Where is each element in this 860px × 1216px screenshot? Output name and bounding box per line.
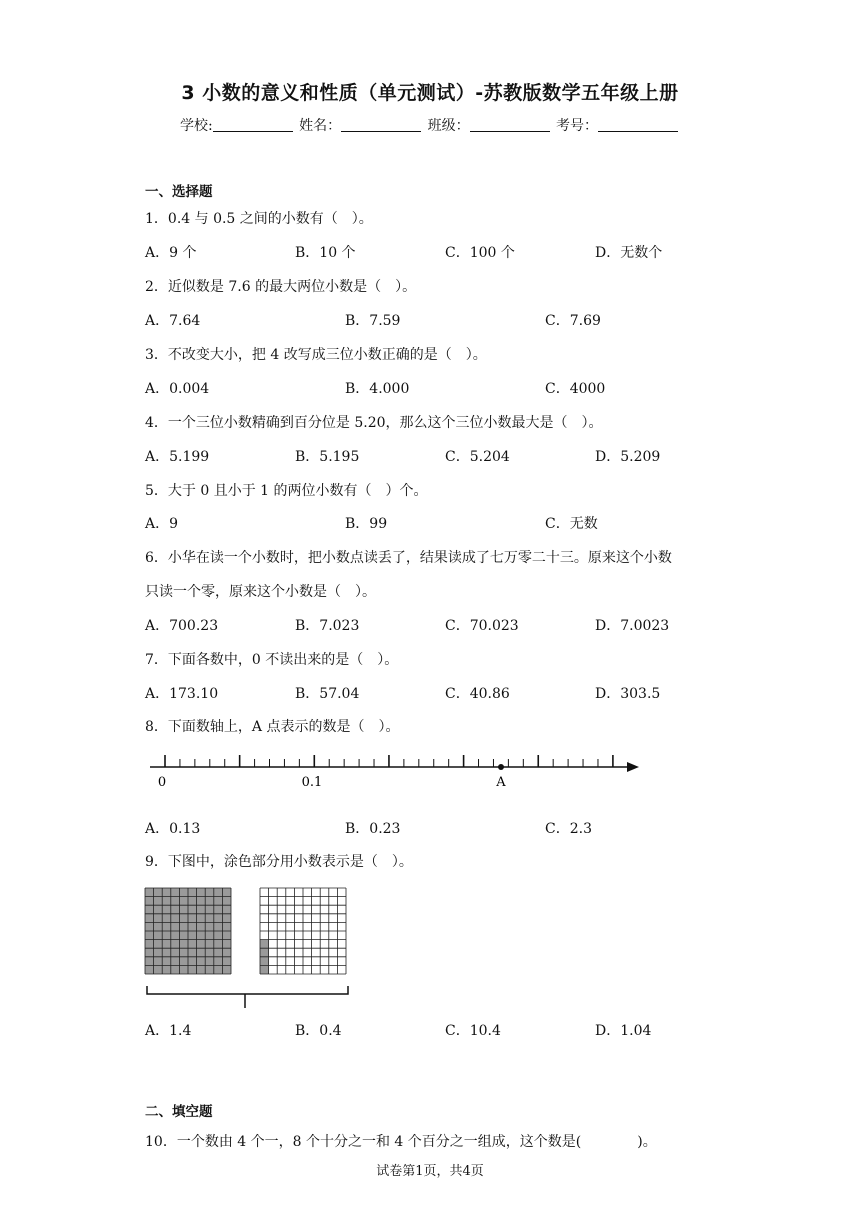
option-b: B．57.04 <box>295 686 360 702</box>
option-d: D．5.209 <box>595 449 661 465</box>
number-line-label-0: 0 <box>157 775 167 790</box>
question-3: 3．不改变大小，把 4 改写成三位小数正确的是（ ）。 <box>145 347 487 363</box>
shaded-cell <box>260 957 269 966</box>
option-d: D．303.5 <box>595 686 661 702</box>
question-2: 2．近似数是 7.6 的最大两位小数是（ ）。 <box>145 279 417 295</box>
option-b: B．4.000 <box>345 381 410 397</box>
page-title: 3 小数的意义和性质（单元测试）-苏教版数学五年级上册 <box>181 82 679 104</box>
option-c: C．2.3 <box>545 821 592 837</box>
number-line-label-a: A <box>496 775 506 790</box>
option-a: A．9 <box>145 516 179 532</box>
option-b: B．7.59 <box>345 313 401 329</box>
question-6-line-2: 只读一个零，原来这个小数是（ ）。 <box>145 584 376 600</box>
exam-no-blank <box>598 117 678 132</box>
name-blank <box>341 117 421 132</box>
option-a: A．1.4 <box>145 1023 192 1039</box>
hundred-grid-partial <box>260 888 346 974</box>
question-5-options <box>145 513 785 533</box>
info-label-name: 姓名： <box>299 118 342 134</box>
shaded-cell <box>260 948 269 957</box>
option-c: C．10.4 <box>445 1023 501 1039</box>
option-d: D．无数个 <box>595 245 663 261</box>
question-7-options <box>145 683 785 703</box>
question-8: 8．下面数轴上，A 点表示的数是（ ）。 <box>145 719 400 735</box>
option-a: A．7.64 <box>145 313 201 329</box>
brace-icon <box>147 986 348 1008</box>
option-b: B．7.023 <box>295 618 360 634</box>
option-c: C．70.023 <box>445 618 519 634</box>
hundred-grid-full-shaded <box>145 888 231 974</box>
section-fill-blank: 二、填空题 <box>145 1104 213 1120</box>
info-label-class: 班级： <box>427 118 470 134</box>
page-footer: 试卷第1页，共4页 <box>376 1164 484 1179</box>
question-1: 1．0.4 与 0.5 之间的小数有（ ）。 <box>145 211 373 227</box>
section-choice: 一、选择题 <box>145 184 213 200</box>
question-4-options <box>145 446 785 466</box>
info-label-exam-no: 考号： <box>556 118 599 134</box>
question-10: 10．一个数由 4 个一，8 个十分之一和 4 个百分之一组成，这个数是( )。 <box>145 1134 657 1150</box>
class-blank <box>470 117 550 132</box>
option-c: C．100 个 <box>445 245 515 261</box>
option-b: B．0.4 <box>295 1023 342 1039</box>
option-c: C．无数 <box>545 516 598 532</box>
arrow-icon <box>627 762 639 772</box>
option-a: A．0.004 <box>145 381 210 397</box>
number-line-ticks <box>165 755 613 767</box>
question-7: 7．下面各数中，0 不读出来的是（ ）。 <box>145 652 399 668</box>
option-c: C．5.204 <box>445 449 510 465</box>
option-b: B．10 个 <box>295 245 356 261</box>
question-8-options <box>145 818 785 838</box>
point-a-marker <box>498 764 504 770</box>
option-a: A．5.199 <box>145 449 210 465</box>
student-info-line <box>0 115 860 135</box>
option-d: D．1.04 <box>595 1023 652 1039</box>
number-line-figure <box>145 745 645 793</box>
question-6-options <box>145 615 785 635</box>
info-label-school: 学校: <box>179 118 213 134</box>
option-a: A．700.23 <box>145 618 219 634</box>
number-line-label-0-1: 0.1 <box>301 775 323 790</box>
option-b: B．0.23 <box>345 821 401 837</box>
question-5: 5．大于 0 且小于 1 的两位小数有（ ）个。 <box>145 483 428 499</box>
option-a: A．9 个 <box>145 245 197 261</box>
option-a: A．0.13 <box>145 821 201 837</box>
shaded-cell <box>260 940 269 949</box>
question-6: 6．小华在读一个小数时，把小数点读丢了，结果读成了七万零二十三。原来这个小数 <box>145 550 672 566</box>
shaded-cell <box>260 965 269 974</box>
question-3-options <box>145 378 785 398</box>
option-c: C．4000 <box>545 381 606 397</box>
option-c: C．7.69 <box>545 313 601 329</box>
question-4: 4．一个三位小数精确到百分位是 5.20，那么这个三位小数最大是（ ）。 <box>145 415 603 431</box>
hundred-grid-figure <box>143 886 353 1012</box>
question-9: 9．下图中，涂色部分用小数表示是（ ）。 <box>145 854 413 870</box>
question-2-options <box>145 310 785 330</box>
option-b: B．99 <box>345 516 388 532</box>
question-9-options <box>145 1020 785 1040</box>
school-blank <box>213 117 293 132</box>
option-d: D．7.0023 <box>595 618 670 634</box>
question-1-options <box>145 242 785 262</box>
option-b: B．5.195 <box>295 449 360 465</box>
option-c: C．40.86 <box>445 686 510 702</box>
option-a: A．173.10 <box>145 686 219 702</box>
